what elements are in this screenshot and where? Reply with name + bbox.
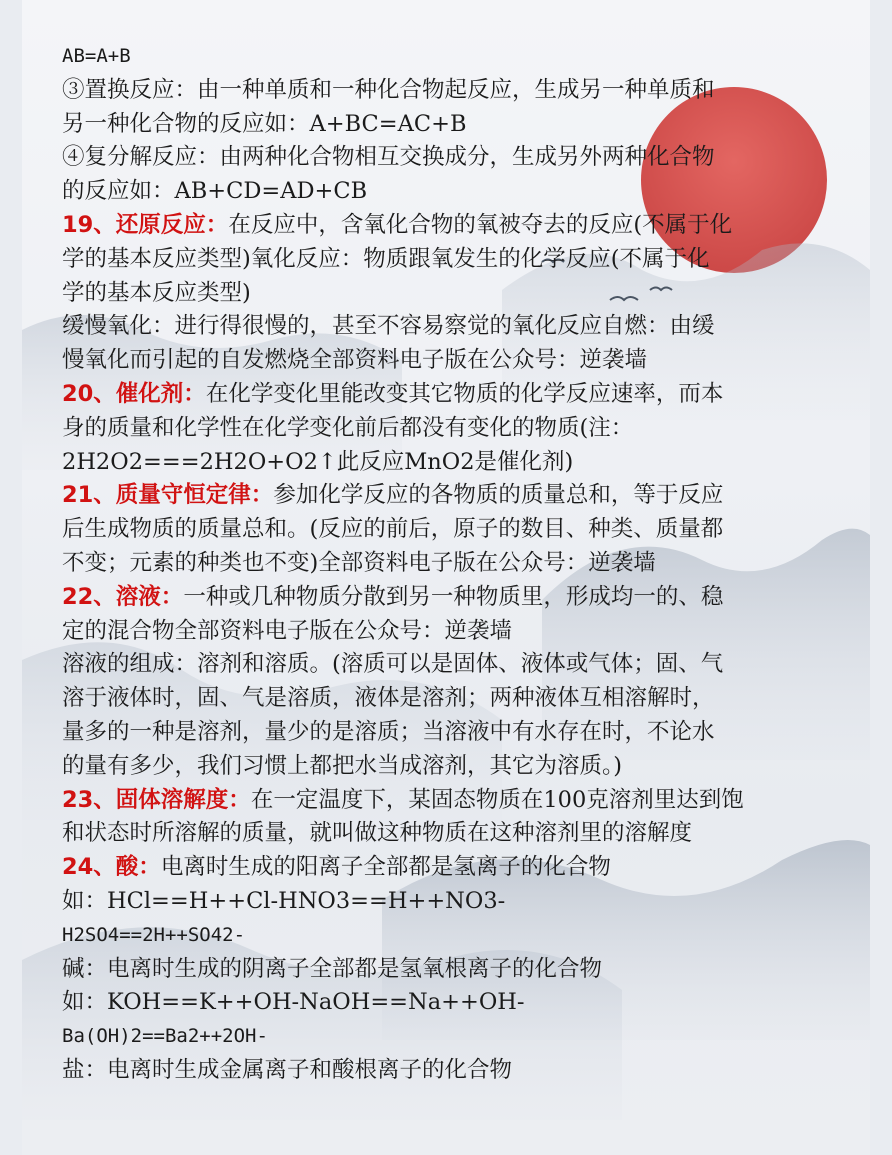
section-heading-line [62,851,852,885]
section-heading: 21、质量守恒定律： [62,482,274,509]
text-line [62,310,852,344]
line-text: 的量有多少，我们习惯上都把水当成溶剂，其它为溶质。) [62,752,623,779]
line-text: 缓慢氧化：进行得很慢的，甚至不容易察觉的氧化反应自燃：由缓 [62,313,715,340]
line-text: 在化学变化里能改变其它物质的化学反应速率，而本 [205,380,724,407]
text-line [62,277,852,311]
line-text: 的反应如：AB+CD=AD+CB [62,178,368,205]
text-line [62,885,852,919]
section-heading: 24、酸： [62,854,161,881]
text-line [62,243,852,277]
line-text: 在一定温度下，某固态物质在100克溶剂里达到饱 [250,786,744,813]
line-text: 如：KOH==K++OH-NaOH==Na++OH- [62,989,525,1016]
text-line [62,986,852,1020]
section-heading: 19、还原反应： [62,211,229,238]
text-line [62,716,852,750]
line-text: 溶液的组成：溶剂和溶质。(溶质可以是固体、液体或气体；固、气 [62,651,724,678]
line-text: 在反应中，含氧化合物的氧被夺去的反应(不属于化 [228,211,733,238]
text-line [62,1054,852,1088]
text-line [62,648,852,682]
text-line [62,446,852,480]
line-text: 盐：电离时生成金属离子和酸根离子的化合物 [62,1056,513,1083]
line-text: 一种或几种物质分散到另一种物质里，形成均一的、稳 [183,583,724,610]
line-text: 另一种化合物的反应如：A+BC=AC+B [62,110,467,137]
section-heading-line [62,784,852,818]
line-text: ④复分解反应：由两种化合物相互交换成分，生成另外两种化合物 [62,144,715,171]
text-line [62,74,852,108]
line-text: 学的基本反应类型)氧化反应：物质跟氧发生的化学反应(不属于化 [62,245,710,272]
text-line [62,615,852,649]
text-line [62,108,852,142]
text-line [62,817,852,851]
text-line [62,1020,852,1054]
page [22,0,870,1155]
line-text: 和状态时所溶解的质量，就叫做这种物质在这种溶剂里的溶解度 [62,820,693,847]
text-line [62,953,852,987]
line-text: 定的混合物全部资料电子版在公众号：逆袭墙 [62,617,513,644]
text-line [62,412,852,446]
line-text: AB=A+B [62,45,131,67]
text-content [62,40,852,1088]
line-text: 学的基本反应类型) [62,279,251,306]
line-text: 2H2O2===2H2O+O2↑此反应MnO2是催化剂) [62,448,574,475]
text-line [62,513,852,547]
text-line [62,40,852,74]
text-line [62,919,852,953]
line-text: 如：HCl==H++Cl-HNO3==H++NO3- [62,887,506,914]
section-heading: 22、溶液： [62,583,184,610]
line-text: 慢氧化而引起的自发燃烧全部资料电子版在公众号：逆袭墙 [62,347,648,374]
text-line [62,175,852,209]
text-line [62,547,852,581]
text-line [62,141,852,175]
text-line [62,344,852,378]
section-heading-line [62,209,852,243]
line-text: 不变；元素的种类也不变)全部资料电子版在公众号：逆袭墙 [62,549,656,576]
line-text: 电离时生成的阳离子全部都是氢离子的化合物 [160,854,611,881]
text-line [62,682,852,716]
text-line [62,750,852,784]
line-text: 参加化学反应的各物质的质量总和，等于反应 [273,482,724,509]
section-heading-line [62,581,852,615]
line-text: 后生成物质的质量总和。(反应的前后，原子的数目、种类、质量都 [62,516,724,543]
line-text: 碱：电离时生成的阴离子全部都是氢氧根离子的化合物 [62,955,603,982]
line-text: 量多的一种是溶剂，量少的是溶质；当溶液中有水存在时，不论水 [62,718,715,745]
section-heading-line [62,378,852,412]
section-heading-line [62,479,852,513]
line-text: 溶于液体时，固、气是溶质，液体是溶剂；两种液体互相溶解时， [62,685,715,712]
section-heading: 23、固体溶解度： [62,786,251,813]
line-text: ③置换反应：由一种单质和一种化合物起反应，生成另一种单质和 [62,76,715,103]
line-text: Ba(OH)2==Ba2++2OH- [62,1025,268,1048]
line-text: H2SO4==2H++SO42- [62,923,246,946]
line-text: 身的质量和化学性在化学变化前后都没有变化的物质(注： [62,414,634,441]
section-heading: 20、催化剂： [62,380,206,407]
